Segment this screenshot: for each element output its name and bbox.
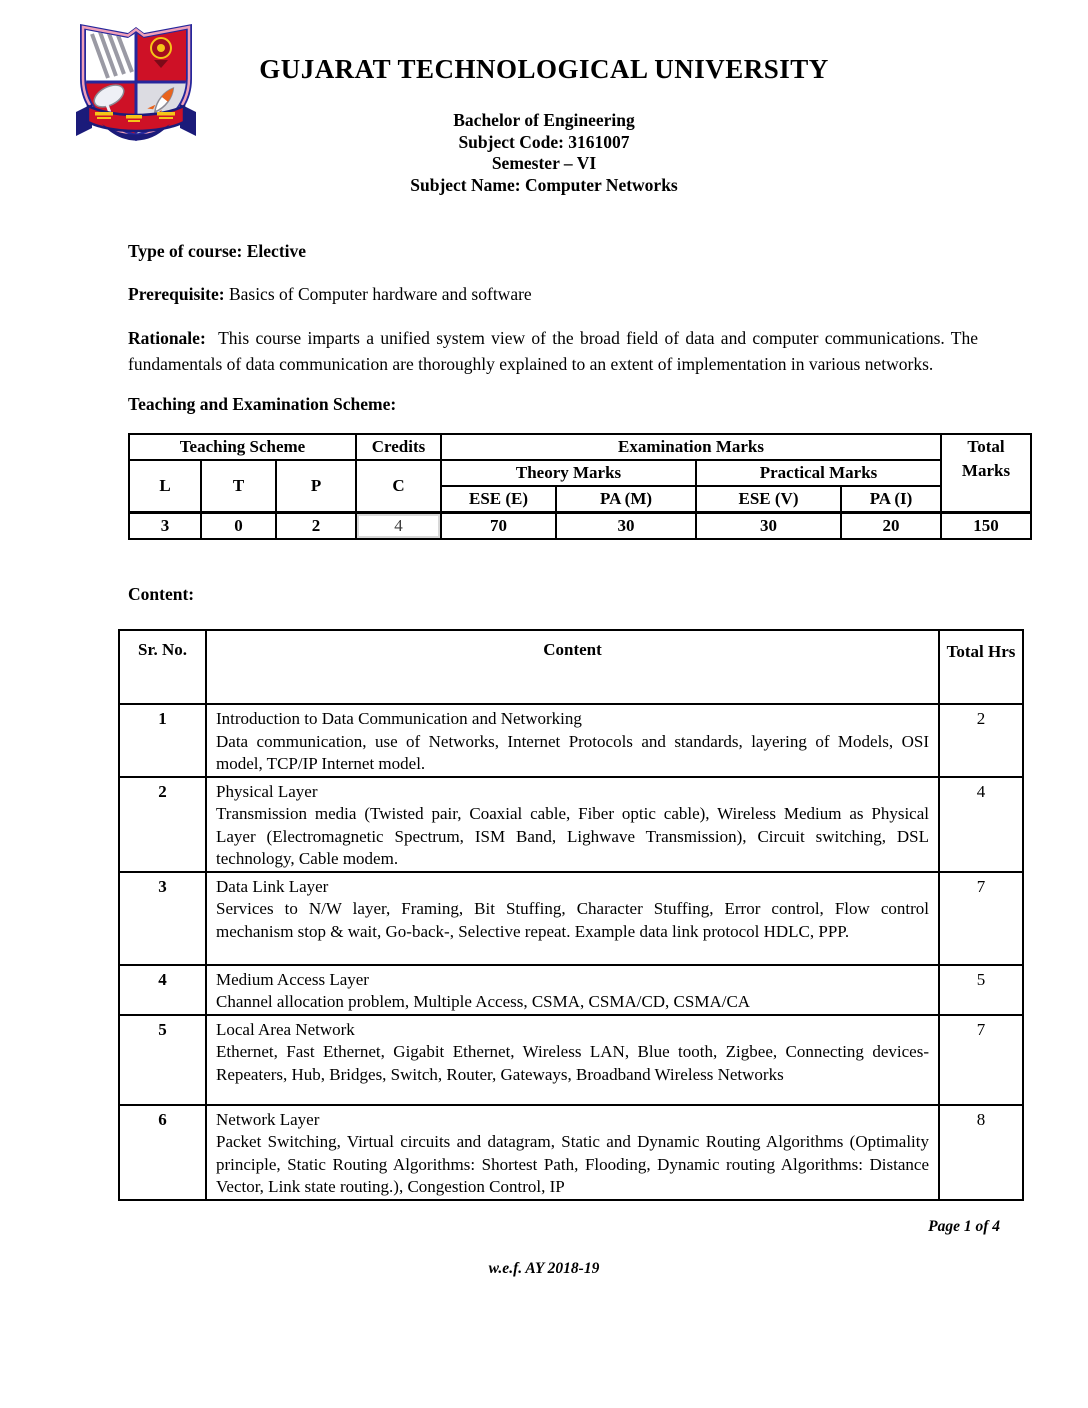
unit-details: Packet Switching, Virtual circuits and datagram, Static and Dynamic Routing Algorithms (Optimality principle, Static Routing Algorithms: Shortest Path, Flooding, Dynamic routing Algorithms: Distance Vector, Link state routing.), Congestion Control, IP	[216, 1132, 929, 1196]
row-content	[206, 777, 939, 872]
unit-title: Data Link Layer	[216, 876, 329, 896]
value-total: 150	[941, 513, 1031, 540]
scheme-heading: Teaching and Examination Scheme:	[128, 394, 397, 414]
practical-marks-header: Practical Marks	[696, 460, 941, 486]
row-hrs: 4	[939, 777, 1023, 872]
row-sr: 2	[119, 777, 206, 872]
row-hrs: 2	[939, 704, 1023, 777]
table-row	[119, 965, 1023, 1015]
row-hrs: 5	[939, 965, 1023, 1015]
row-sr: 5	[119, 1015, 206, 1105]
value-pa-m: 30	[556, 513, 696, 540]
rationale-paragraph	[128, 325, 978, 377]
col-ese-v: ESE (V)	[696, 486, 841, 513]
row-sr: 1	[119, 704, 206, 777]
degree-line: Bachelor of Engineering	[453, 110, 635, 130]
prerequisite-label: Prerequisite:	[128, 284, 225, 304]
col-pa-i: PA (I)	[841, 486, 941, 513]
content-col-sr: Sr. No.	[119, 630, 206, 704]
content-col-content: Content	[206, 630, 939, 704]
exam-marks-header: Examination Marks	[441, 434, 941, 460]
credits-header: Credits	[356, 434, 441, 460]
col-l: L	[129, 460, 201, 513]
rationale-text: This course imparts a unified system view of the broad field of data and computer communications. The fundamentals of data communication are thoroughly explained to an extent of implementation in various networks.	[128, 328, 978, 374]
prerequisite-line	[128, 284, 978, 305]
gear-center	[157, 44, 165, 52]
table-row	[119, 704, 1023, 777]
unit-details: Ethernet, Fast Ethernet, Gigabit Ethernet, Wireless LAN, Blue tooth, Zigbee, Connecting devices- Repeaters, Hub, Bridges, Switch, Router, Gateways, Broadband Wireless Networks	[216, 1042, 929, 1084]
value-l: 3	[129, 513, 201, 540]
row-content	[206, 872, 939, 965]
teaching-scheme-header: Teaching Scheme	[129, 434, 356, 460]
content-col-hrs: Total Hrs	[939, 630, 1023, 704]
value-ese-e: 70	[441, 513, 556, 540]
gtu-logo	[62, 16, 210, 156]
col-pa-m: PA (M)	[556, 486, 696, 513]
row-content	[206, 1015, 939, 1105]
effective-date: w.e.f. AY 2018-19	[488, 1260, 600, 1277]
row-content	[206, 1105, 939, 1200]
subject-name-line: Subject Name: Computer Networks	[410, 174, 678, 195]
semester-line: Semester – VI	[491, 153, 597, 173]
university-title: GUJARAT TECHNOLOGICAL UNIVERSITY	[259, 54, 829, 84]
value-pa-i: 20	[841, 513, 941, 540]
table-row	[119, 777, 1023, 872]
unit-title: Local Area Network	[216, 1019, 355, 1039]
theory-marks-header: Theory Marks	[441, 460, 696, 486]
content-table	[118, 629, 1024, 1201]
row-hrs: 7	[939, 1015, 1023, 1105]
row-sr: 3	[119, 872, 206, 965]
col-t: T	[201, 460, 276, 513]
value-ese-v: 30	[696, 513, 841, 540]
row-hrs: 8	[939, 1105, 1023, 1200]
page-number: Page 1 of 4	[928, 1218, 1000, 1235]
unit-title: Network Layer	[216, 1109, 320, 1129]
unit-details: Data communication, use of Networks, Internet Protocols and standards, layering of Models, OSI model, TCP/IP Internet model.	[216, 731, 929, 773]
value-t: 0	[201, 513, 276, 540]
unit-title: Medium Access Layer	[216, 969, 369, 989]
row-sr: 4	[119, 965, 206, 1015]
unit-details: Services to N/W layer, Framing, Bit Stuffing, Character Stuffing, Error control, Flow control mechanism stop & wait, Go-back-, Selective repeat. Example data link protocol HDLC, PPP.	[216, 899, 929, 941]
row-content	[206, 965, 939, 1015]
table-row	[119, 1105, 1023, 1200]
table-row	[119, 1015, 1023, 1105]
table-row	[119, 872, 1023, 965]
subject-code-line: Subject Code: 3161007	[458, 131, 630, 152]
row-content	[206, 704, 939, 777]
value-c: 4	[356, 513, 441, 540]
total-marks-header: Total Marks	[941, 434, 1031, 513]
row-hrs: 7	[939, 872, 1023, 965]
type-of-course-line: Type of course: Elective	[128, 241, 307, 261]
col-p: P	[276, 460, 356, 513]
unit-details: Transmission media (Twisted pair, Coaxial cable, Fiber optic cable), Wireless Medium as Physical Layer (Electromagnetic Spectrum, ISM Band, Lighwave Transmission), Circuit switching, DSL technology, Cable modem.	[216, 804, 929, 868]
unit-title: Introduction to Data Communication and Networking	[216, 709, 582, 728]
col-c: C	[356, 460, 441, 513]
col-ese-e: ESE (E)	[441, 486, 556, 513]
unit-title: Physical Layer	[216, 781, 318, 801]
teaching-exam-table	[128, 433, 1032, 540]
row-sr: 6	[119, 1105, 206, 1200]
value-p: 2	[276, 513, 356, 540]
content-heading: Content:	[128, 584, 195, 604]
prerequisite-value: Basics of Computer hardware and software	[228, 284, 532, 304]
unit-details: Channel allocation problem, Multiple Access, CSMA, CSMA/CD, CSMA/CA	[216, 992, 751, 1011]
rationale-label: Rationale:	[128, 328, 206, 348]
